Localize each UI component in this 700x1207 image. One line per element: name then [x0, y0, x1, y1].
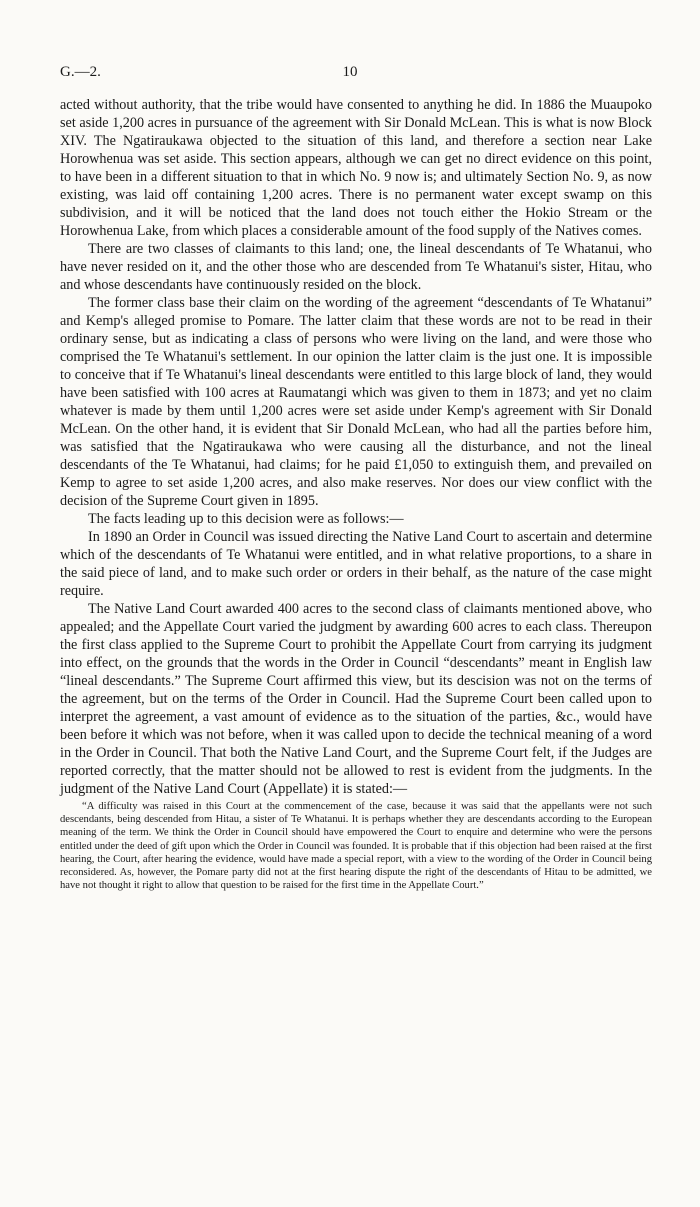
paragraph: There are two classes of claimants to this land; one, the lineal descendants of Te Whatanui, who have never resided on it, and the other those who are descended from Te Whatanui's sister, Hitau, who and whose descendants have continuously resided on the block.: [60, 241, 652, 293]
paragraph: In 1890 an Order in Council was issued directing the Native Land Court to ascertain and determine which of the descendants of Te Whatanui were entitled, and in what relative proportions, to a share in the said piece of land, and to make such order or orders in their behalf, as the nature of the case might require.: [60, 529, 652, 599]
body-text: [60, 96, 652, 892]
quote-text: “A difficulty was raised in this Court at the commencement of the case, because it was said that the appellants were not such descendants, being descended from Hitau, a sister of Te Whatanui. It is perhaps whether they are descendants according to the European meaning of the term. We think the Order in Council should have empowered the Court to enquire and determine who were the persons entitled under the deed of gift upon which the Order in Council was founded. It is probable that if this objection had been raised at the first hearing, the Court, after hearing the evidence, would have made a special report, with a view to the wording of the Order in Council being reconsidered. As, however, the Pomare party did not at the first hearing dispute the right of the descendants of Hitau to be admitted, we have not thought it right to allow that question to be raised for the first time in the Appellate Court.”: [60, 801, 652, 892]
paragraph: The Native Land Court awarded 400 acres to the second class of claimants mentioned above, who appealed; and the Appellate Court varied the judgment by awarding 600 acres to each class. Thereupon the first class applied to the Supreme Court to prohibit the Appellate Court from carrying its judgment into effect, on the grounds that the words in the Order in Council “descendants” meant in English law “lineal descendants.” The Supreme Court affirmed this view, but its descision was not on the terms of the agreement, but on the terms of the Order in Council. Had the Supreme Court been called upon to interpret the agreement, a vast amount of evidence as to the situation of the parties, &c., would have been before it which was not before, when it was called upon to decide the technical meaning of a word in the Order in Council. That both the Native Land Court, and the Supreme Court felt, if the Judges are reported correctly, that the matter should not be allowed to rest is evident from the judgments. In the judgment of the Native Land Court (Appellate) it is stated:—: [60, 601, 652, 797]
document-reference: G.—2.: [60, 64, 101, 80]
paragraph: The former class base their claim on the wording of the agreement “descendants of Te Whatanui” and Kemp's alleged promise to Pomare. The latter claim that these words are not to be read in their ordinary sense, but as indicating a class of persons who were living on the land, and were those who comprised the Te Whatanui's settlement. In our opinion the latter claim is the just one. It is impossible to conceive that if Te Whatanui's lineal descendants were entitled to this large block of land, they would have been satisfied with 100 acres at Raumatangi which was given to them in 1873; and yet no claim whatever is made by them until 1,200 acres were set aside under Kemp's agreement with Sir Donald McLean. On the other hand, it is evident that Sir Donald McLean, who had all the parties before him, was satisfied that the Ngatiraukawa who were causing all the disturbance, and not the lineal descendants of the Te Whatanui, had claims; for he paid £1,050 to extinguish them, and prevailed on Kemp to agree to set aside 1,200 acres, and also make reserves. Nor does our view conflict with the decision of the Supreme Court given in 1895.: [60, 295, 652, 509]
paragraph: The facts leading up to this decision were as follows:—: [88, 511, 404, 527]
page-number: 10: [342, 64, 358, 80]
page-header: [60, 64, 640, 86]
block-quote: [60, 800, 652, 892]
paragraph: acted without authority, that the tribe would have consented to anything he did. In 1886 the Muaupoko set aside 1,200 acres in pursuance of the agreement with Sir Donald McLean. This is what is now Block XIV. The Ngatiraukawa objected to the situation of this land, and therefore a section near Lake Horowhenua was set aside. This section appears, although we can get no direct evidence on this point, to have been in a different situation to that in which No. 9 now is; and ultimately Section No. 9, as now existing, was laid off containing 1,200 acres. There is no permanent water except swamp on this subdivision, and it will be noticed that the land does not touch either the Hokio Stream or the Horowhenua Lake, from which places a considerable amount of the food supply of the Natives comes.: [60, 97, 652, 239]
